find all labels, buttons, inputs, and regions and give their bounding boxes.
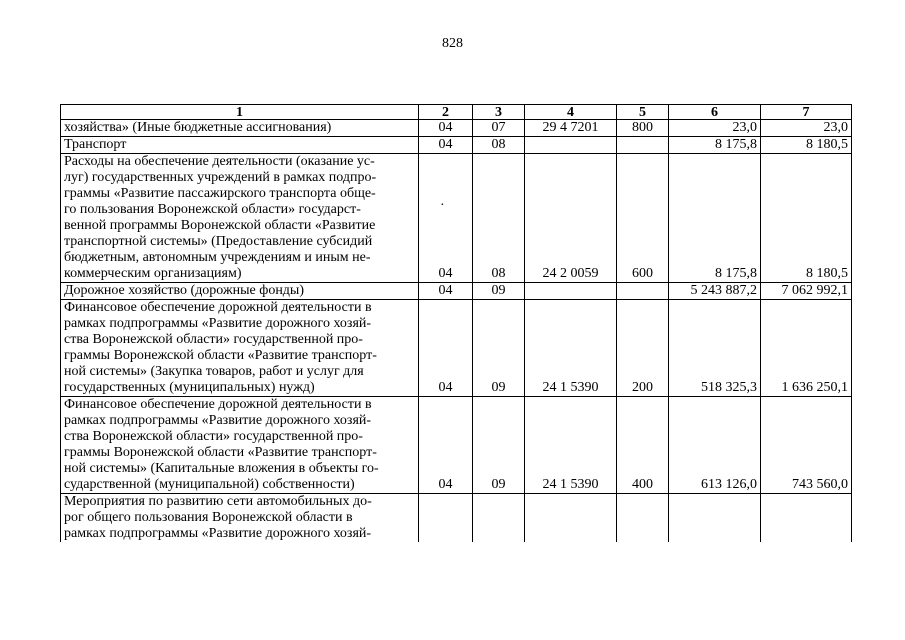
row-name-cell xyxy=(61,300,419,397)
amount-cell-col6: 613 126,0 xyxy=(669,397,761,494)
subsection-code-cell: 09 xyxy=(473,397,525,494)
row-name-line: ной системы» (Капитальные вложения в объекты го- xyxy=(64,461,379,476)
amount-cell-col7: 8 180,5 xyxy=(761,154,852,283)
amount-cell-col6: 23,0 xyxy=(669,120,761,137)
amount-cell-col7 xyxy=(761,494,852,543)
row-name-line: Дорожное хозяйство (дорожные фонды) xyxy=(64,283,305,298)
amount-cell-col7: 1 636 250,1 xyxy=(761,300,852,397)
row-name-line: Транспорт xyxy=(64,137,127,152)
budget-table xyxy=(60,104,852,542)
row-name-line: сударственной (муниципальной) собственности) xyxy=(64,477,355,492)
row-name-cell xyxy=(61,494,419,543)
subsection-code-cell: 09 xyxy=(473,283,525,300)
section-code-cell: 04 xyxy=(419,397,473,494)
amount-cell-col6: 8 175,8 xyxy=(669,154,761,283)
row-name-cell xyxy=(61,397,419,494)
row-name-line: Мероприятия по развитию сети автомобильных до- xyxy=(64,494,372,509)
subsection-code-cell: 07 xyxy=(473,120,525,137)
target-article-cell: 24 1 5390 xyxy=(525,397,617,494)
row-name-cell xyxy=(61,120,419,137)
column-header-7: 7 xyxy=(761,105,852,120)
amount-cell-col6: 8 175,8 xyxy=(669,137,761,154)
row-name-line: граммы Воронежской области «Развитие транспорт- xyxy=(64,348,377,363)
target-article-cell: 29 4 7201 xyxy=(525,120,617,137)
row-name-line: бюджетным, автономным учреждениям и иным не- xyxy=(64,250,371,265)
section-code-cell: 04 xyxy=(419,300,473,397)
row-name-line: венной программы Воронежской области «Развитие xyxy=(64,218,376,233)
target-article-cell xyxy=(525,494,617,543)
row-name-line: Финансовое обеспечение дорожной деятельности в xyxy=(64,397,372,412)
row-name-line: го пользования Воронежской области» государст- xyxy=(64,202,361,217)
target-article-cell xyxy=(525,283,617,300)
row-name-cell xyxy=(61,154,419,283)
row-name-line: рог общего пользования Воронежской области в xyxy=(64,510,353,525)
column-header-4: 4 xyxy=(525,105,617,120)
row-name-line: государственных (муниципальных) нужд) xyxy=(64,380,315,395)
amount-cell-col6: 518 325,3 xyxy=(669,300,761,397)
target-article-cell: 24 2 0059 xyxy=(525,154,617,283)
column-header-6: 6 xyxy=(669,105,761,120)
table-body xyxy=(61,120,852,543)
expense-type-cell: 600 xyxy=(617,154,669,283)
amount-cell-col7: 7 062 992,1 xyxy=(761,283,852,300)
row-name-line: Расходы на обеспечение деятельности (оказание ус- xyxy=(64,154,375,169)
expense-type-cell xyxy=(617,137,669,154)
row-name-line: ства Воронежской области» государственной про- xyxy=(64,332,363,347)
section-code-cell: 04 xyxy=(419,137,473,154)
row-name-line: рамках подпрограммы «Развитие дорожного хозяй- xyxy=(64,413,372,428)
row-name-line: Финансовое обеспечение дорожной деятельности в xyxy=(64,300,372,315)
column-header-1: 1 xyxy=(61,105,419,120)
expense-type-cell xyxy=(617,283,669,300)
amount-cell-col6 xyxy=(669,494,761,543)
expense-type-cell xyxy=(617,494,669,543)
row-name-cell xyxy=(61,283,419,300)
row-name-line: граммы «Развитие пассажирского транспорта обще- xyxy=(64,186,376,201)
row-name-line: хозяйства» (Иные бюджетные ассигнования) xyxy=(64,120,332,135)
column-header-3: 3 xyxy=(473,105,525,120)
section-code-cell xyxy=(419,494,473,543)
table-row xyxy=(61,120,852,137)
amount-cell-col7: 743 560,0 xyxy=(761,397,852,494)
subsection-code-cell: 08 xyxy=(473,154,525,283)
row-name-line: ной системы» (Закупка товаров, работ и услуг для xyxy=(64,364,364,379)
section-code-cell: 04 xyxy=(419,154,473,283)
header-row xyxy=(61,105,852,120)
stray-dot-mark: · xyxy=(440,198,445,213)
amount-cell-col6: 5 243 887,2 xyxy=(669,283,761,300)
amount-cell-col7: 8 180,5 xyxy=(761,137,852,154)
expense-type-cell: 800 xyxy=(617,120,669,137)
table-row xyxy=(61,154,852,283)
amount-cell-col7: 23,0 xyxy=(761,120,852,137)
row-name-line: рамках подпрограммы «Развитие дорожного хозяй- xyxy=(64,316,372,331)
table-row xyxy=(61,300,852,397)
subsection-code-cell: 08 xyxy=(473,137,525,154)
table-row xyxy=(61,397,852,494)
subsection-code-cell xyxy=(473,494,525,543)
row-name-line: граммы Воронежской области «Развитие транспорт- xyxy=(64,445,377,460)
row-name-line: луг) государственных учреждений в рамках подпро- xyxy=(64,170,377,185)
column-header-5: 5 xyxy=(617,105,669,120)
target-article-cell xyxy=(525,137,617,154)
row-name-line: рамках подпрограммы «Развитие дорожного хозяй- xyxy=(64,526,372,541)
row-name-line: транспортной системы» (Предоставление субсидий xyxy=(64,234,373,249)
row-name-cell xyxy=(61,137,419,154)
page-number: 828 xyxy=(442,36,463,51)
expense-type-cell: 200 xyxy=(617,300,669,397)
row-name-line: коммерческим организациям) xyxy=(64,266,242,281)
section-code-cell: 04 xyxy=(419,283,473,300)
subsection-code-cell: 09 xyxy=(473,300,525,397)
table-row xyxy=(61,283,852,300)
section-code-cell: 04 xyxy=(419,120,473,137)
row-name-line: ства Воронежской области» государственной про- xyxy=(64,429,363,444)
target-article-cell: 24 1 5390 xyxy=(525,300,617,397)
table-row xyxy=(61,137,852,154)
table-row xyxy=(61,494,852,543)
expense-type-cell: 400 xyxy=(617,397,669,494)
column-header-2: 2 xyxy=(419,105,473,120)
